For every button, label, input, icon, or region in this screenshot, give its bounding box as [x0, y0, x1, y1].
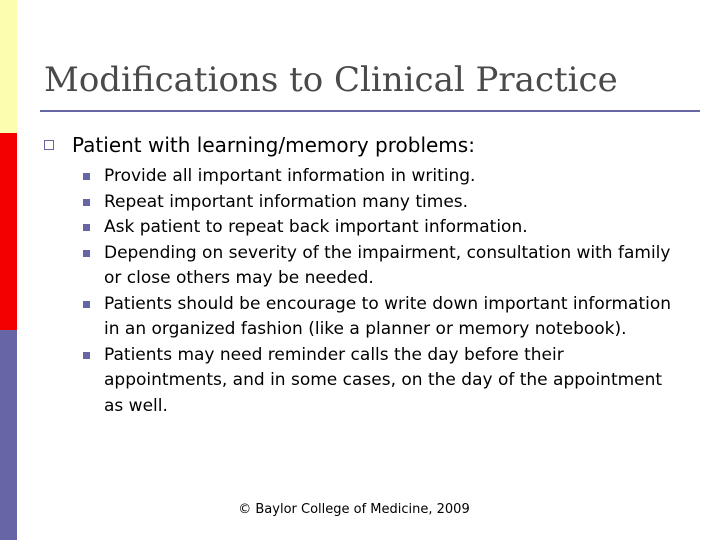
hollow-square-bullet-icon	[44, 140, 54, 150]
sub-bullet-text: Ask patient to repeat back important information.	[104, 217, 528, 237]
main-bullet-text: Patient with learning/memory problems:	[72, 133, 475, 157]
sub-bullet-text: Depending on severity of the impairment, consultation with family or close others may be needed.	[104, 242, 671, 288]
copyright-text: © Baylor College of Medicine, 2009	[238, 502, 470, 517]
filled-square-bullet-icon	[83, 250, 90, 257]
sub-bullet-item	[82, 292, 672, 343]
sub-bullet-item	[82, 164, 672, 190]
color-bar-yellow-segment	[0, 0, 17, 133]
color-bar-red-segment	[0, 133, 17, 330]
footer	[0, 500, 720, 520]
sub-bullet-item	[82, 343, 672, 420]
left-color-bar	[0, 0, 17, 540]
filled-square-bullet-icon	[83, 224, 90, 231]
title-underline	[40, 110, 700, 112]
filled-square-bullet-icon	[83, 199, 90, 206]
sub-bullet-item	[82, 190, 672, 216]
filled-square-bullet-icon	[83, 173, 90, 180]
sub-bullet-item	[82, 215, 672, 241]
sub-bullet-text: Patients should be encourage to write down important information in an organized fashion (like a planner or memory notebook).	[104, 293, 672, 339]
sub-bullet-text: Patients may need reminder calls the day before their appointments, and in some cases, on the day of the appointment as well.	[104, 344, 663, 416]
filled-square-bullet-icon	[83, 301, 90, 308]
sub-bullet-item	[82, 241, 672, 292]
slide-title: Modifications to Clinical Practice	[44, 60, 618, 100]
sub-bullet-text: Repeat important information many times.	[104, 191, 469, 212]
sub-bullet-list	[82, 164, 672, 419]
filled-square-bullet-icon	[83, 352, 90, 359]
sub-bullet-text: Provide all important information in writing.	[104, 166, 476, 186]
